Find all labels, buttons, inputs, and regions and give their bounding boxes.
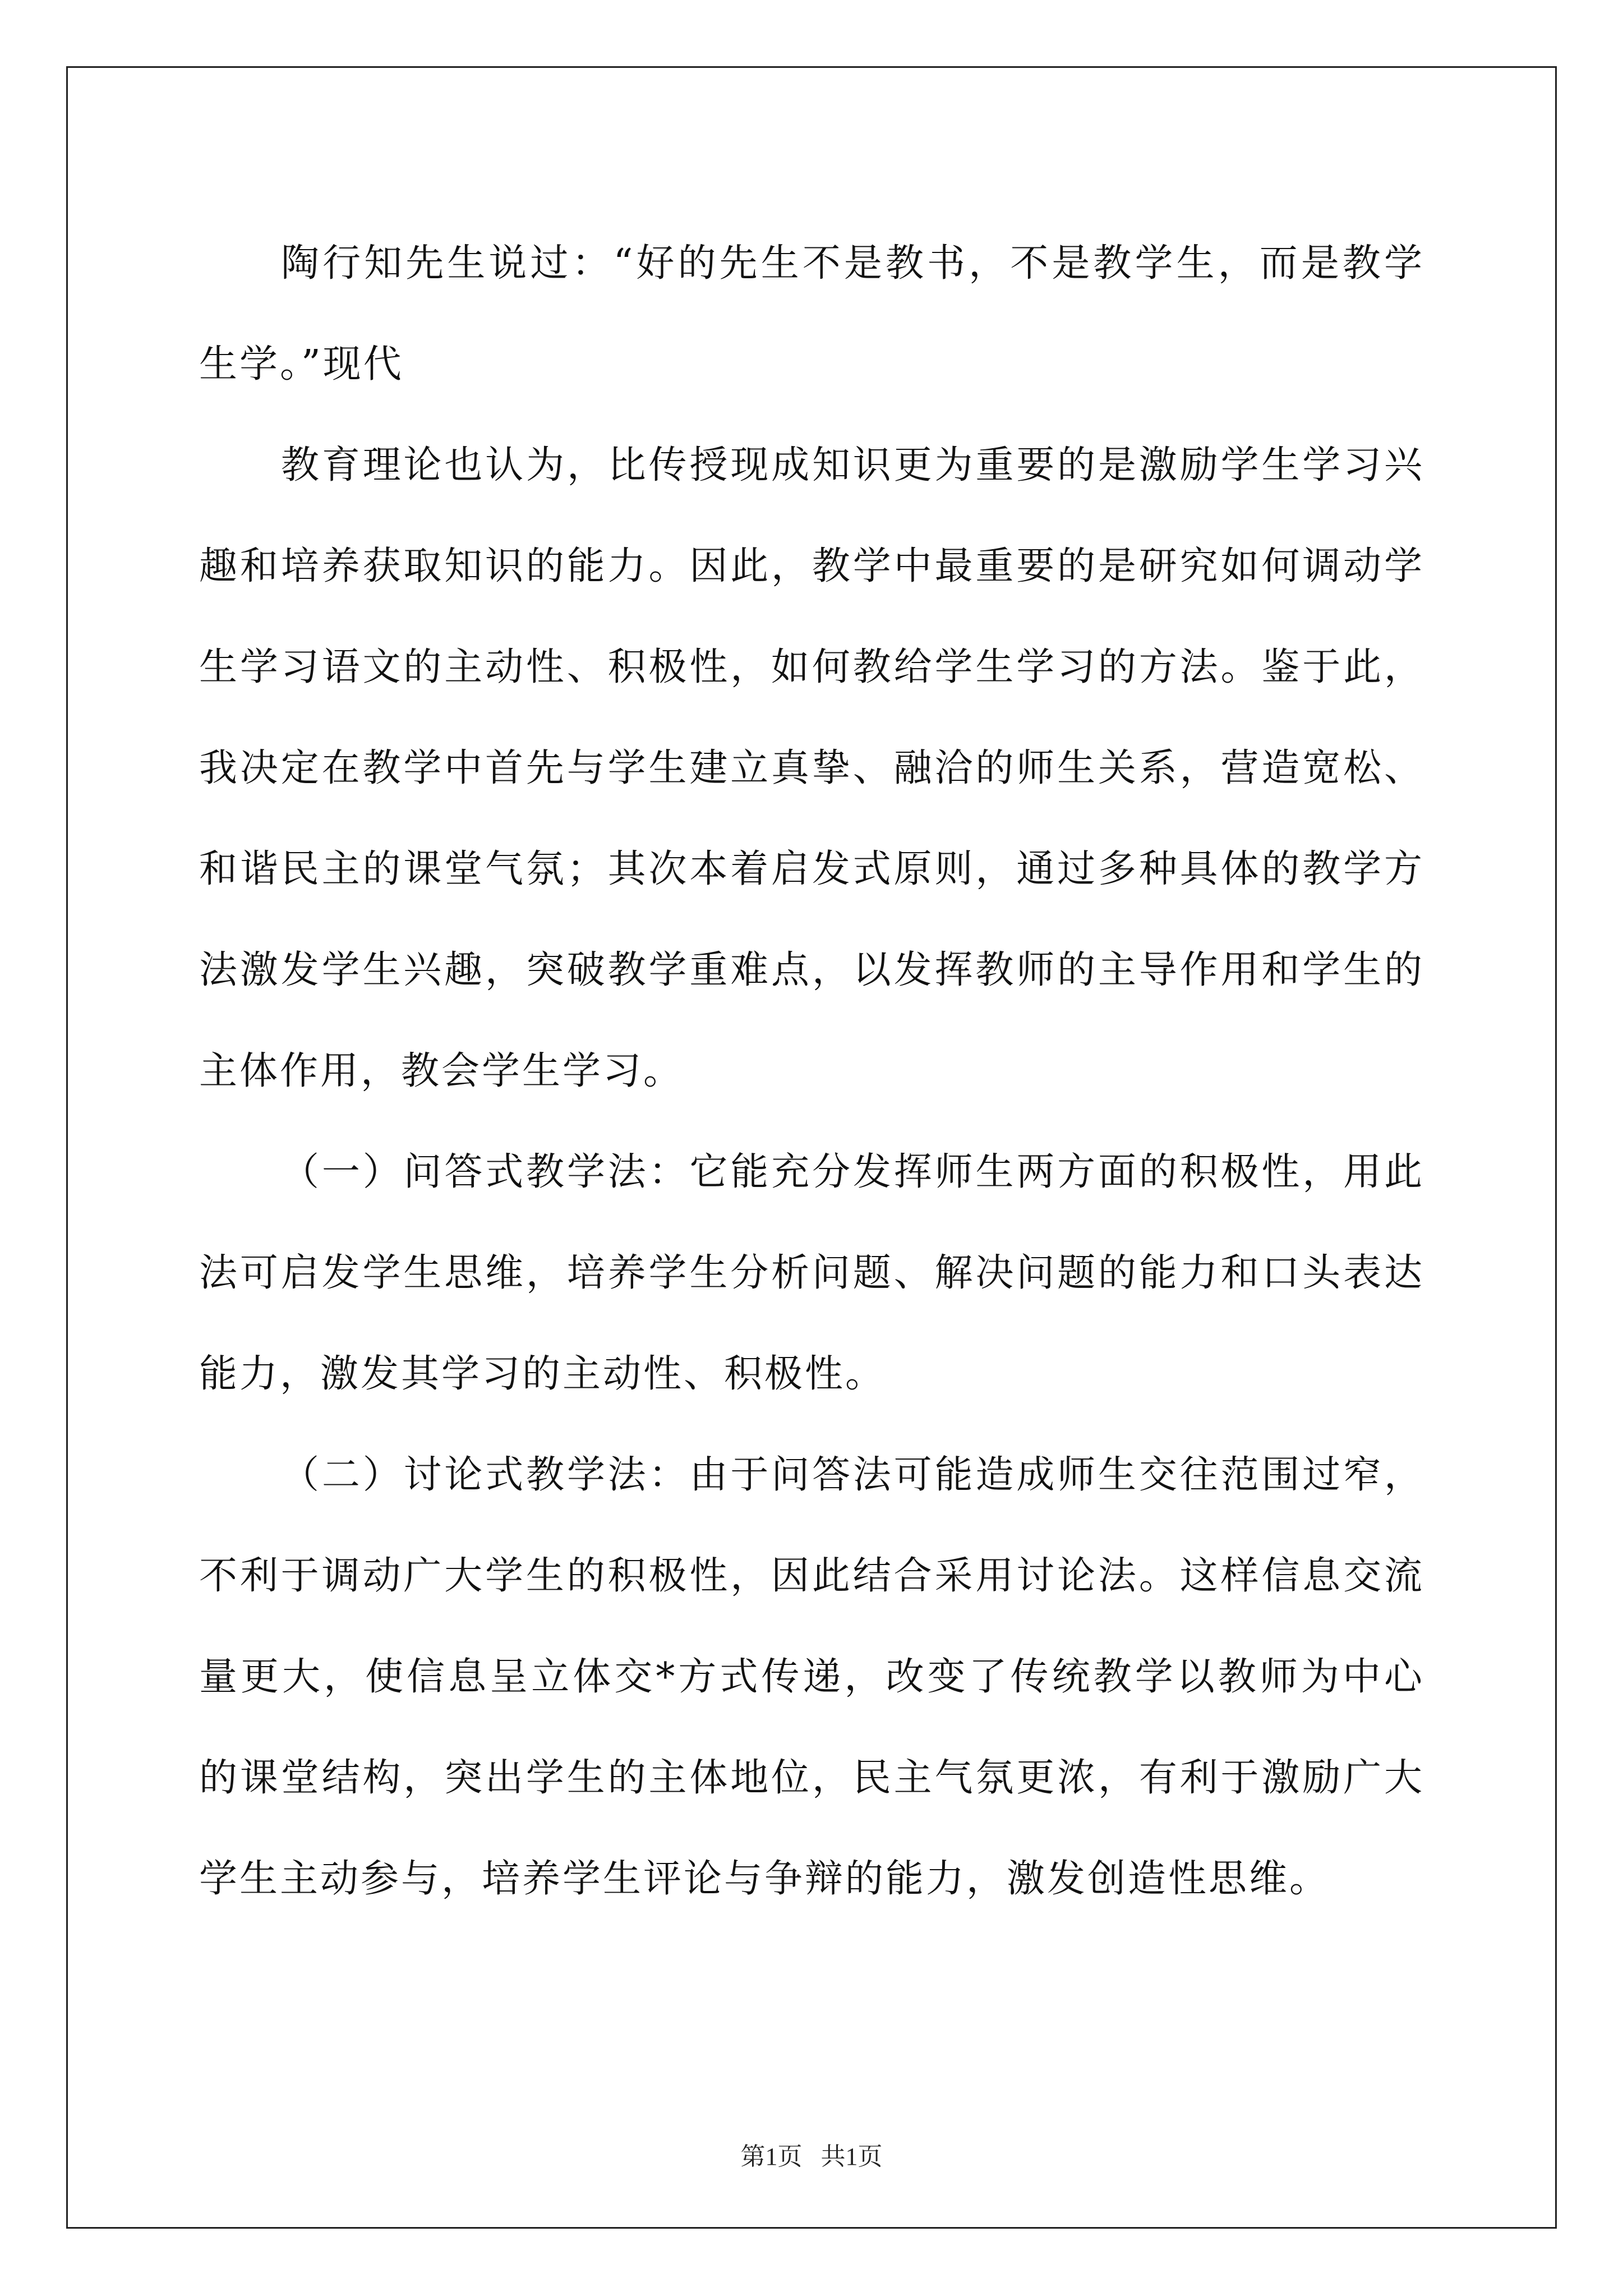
document-body [199,213,1424,1930]
paragraph-question-answer-method: （一）问答式教学法：它能充分发挥师生两方面的积极性，用此法可启发学生思维，培养学生分析问题、解决问题的能力和口头表达能力，激发其学习的主动性、积极性。 [199,1150,1424,1396]
paragraph-discussion-method: （二）讨论式教学法：由于问答法可能造成师生交往范围过窄，不利于调动广大学生的积极性，因此结合采用讨论法。这样信息交流量更大，使信息呈立体交*方式传递，改变了传统教学以教师为中心的课堂结构，突出学生的主体地位，民主气氛更浓，有利于激励广大学生主动参与，培养学生评论与争辩的能力，激发创造性思维。 [199,1453,1424,1901]
paragraph-education-theory: 教育理论也认为，比传授现成知识更为重要的是激励学生学习兴趣和培养获取知识的能力。因此，教学中最重要的是研究如何调动学生学习语文的主动性、积极性，如何教给学生学习的方法。鉴于此，我决定在教学中首先与学生建立真挚、融洽的师生关系，营造宽松、和谐民主的课堂气氛；其次本着启发式原则，通过多种具体的教学方法激发学生兴趣，突破教学重难点，以发挥教师的主导作用和学生的主体作用，教会学生学习。 [199,443,1424,1093]
paragraph-quote: 陶行知先生说过：“好的先生不是教书，不是教学生，而是教学生学。”现代 [199,241,1424,386]
page-number-footer: 第1页 共1页 [740,2143,883,2170]
